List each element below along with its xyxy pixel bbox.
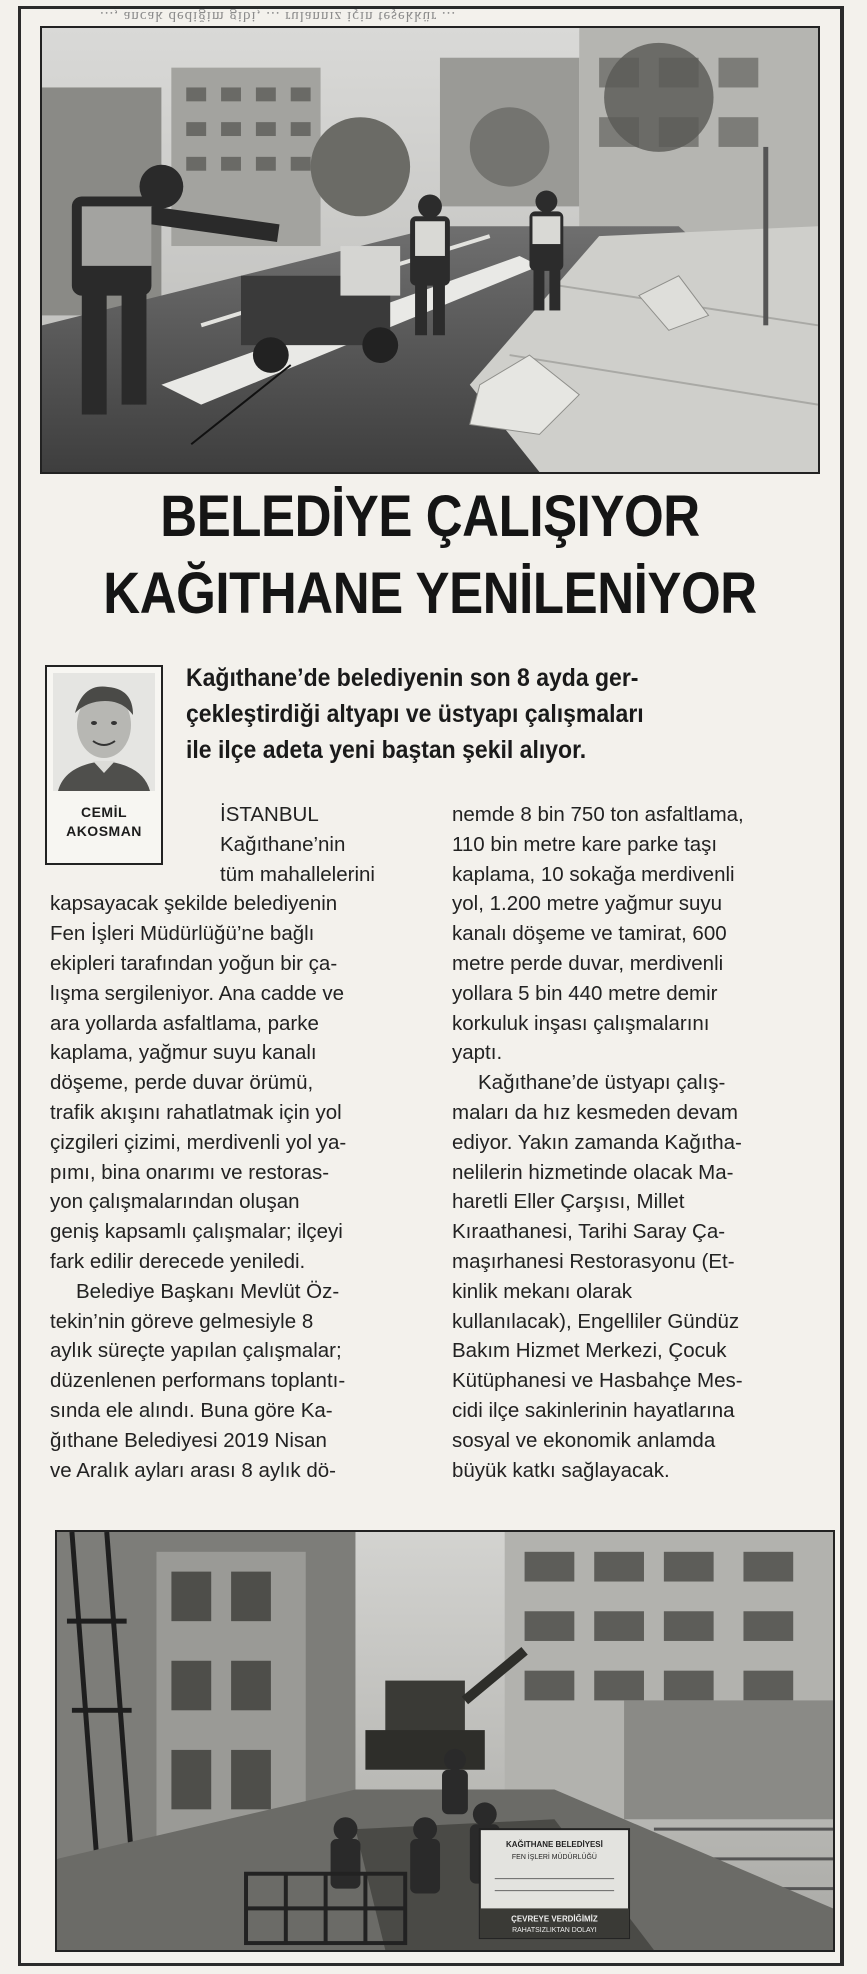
body-line: tüm mahallelerini — [220, 862, 375, 886]
body-line: trafik akışını rahatlatmak için yol — [50, 1100, 342, 1124]
body-line: nemde 8 bin 750 ton asfaltlama, — [452, 803, 744, 826]
body-line: sında ele alındı. Buna göre Ka- — [50, 1398, 333, 1422]
road-marking-workers-photo — [40, 26, 820, 474]
street-construction-photo — [55, 1530, 835, 1952]
author-first-name: CEMİL — [80, 804, 128, 820]
sign-line-2: FEN İŞLERİ MÜDÜRLÜĞÜ — [511, 1853, 597, 1861]
body-line: pımı, bina onarımı ve restoras- — [50, 1160, 330, 1184]
body-line: korkuluk inşası çalışmalarını — [452, 1011, 710, 1035]
body-line: tekin’nin göreve gelmesiyle 8 — [50, 1309, 314, 1333]
body-line: kaplama, 10 sokağa merdivenli — [452, 862, 735, 886]
author-last-name: AKOSMAN — [66, 823, 142, 839]
body-line: sosyal ve ekonomik anlamda — [452, 1428, 716, 1452]
body-line: lışma sergileniyor. Ana cadde ve — [50, 981, 344, 1005]
body-line: nelilerin hizmetinde olacak Ma- — [452, 1160, 734, 1184]
body-line: Fen İşleri Müdürlüğü’ne bağlı — [50, 922, 315, 946]
body-column-left — [50, 800, 430, 1485]
body-line: yon çalışmalarından oluşan — [50, 1190, 300, 1214]
bleed-through-text: ..., ancak dediğim gibi, ... rulannız için teşekkür ... — [100, 8, 457, 24]
body-line: cidi ilçe sakinlerinin hayatlarına — [452, 1398, 735, 1422]
body-line: yollara 5 bin 440 metre demir — [452, 981, 718, 1005]
body-line: geniş kapsamlı çalışmalar; ilçeyi — [50, 1220, 343, 1244]
body-line: Kütüphanesi ve Hasbahçe Mes- — [452, 1369, 743, 1393]
lead-line: Kağıthane’de belediyenin son 8 ayda ger- — [186, 664, 639, 692]
body-line: büyük katkı sağlayacak. — [452, 1458, 670, 1482]
body-line: düzenlenen performans toplantı- — [50, 1369, 346, 1393]
body-line: kapsayacak şekilde belediyenin — [50, 892, 338, 916]
body-line: yol, 1.200 metre yağmur suyu — [452, 892, 723, 916]
headline-line-2: KAĞITHANE YENİLENİYOR — [103, 561, 757, 626]
body-line: haretli Eller Çarşısı, Millet — [452, 1190, 685, 1214]
sign-line-4: RAHATSIZLIKTAN DOLAYI — [512, 1927, 597, 1935]
lead-paragraph — [186, 660, 830, 768]
body-line: ekipleri tarafından yoğun bir ça- — [50, 951, 338, 975]
lead-line: çekleştirdiği altyapı ve üstyapı çalışmaları — [186, 700, 644, 728]
body-line: Kıraathanesi, Tarihi Saray Ça- — [452, 1220, 726, 1244]
body-line: ve Aralık ayları arası 8 aylık dö- — [50, 1458, 336, 1482]
dateline: İSTANBUL — [220, 803, 319, 826]
body-line: Belediye Başkanı Mevlüt Öz- — [76, 1279, 340, 1303]
body-column-right — [452, 800, 832, 1485]
body-line: fark edilir derecede yeniledi. — [50, 1249, 306, 1273]
body-line: ğıthane Belediyesi 2019 Nisan — [50, 1428, 327, 1452]
body-line: 110 bin metre kare parke taşı — [452, 832, 718, 856]
body-line: kaplama, yağmur suyu kanalı — [50, 1041, 317, 1065]
author-portrait — [53, 673, 155, 791]
sign-line-3: ÇEVREYE VERDİĞİMİZ — [511, 1914, 598, 1924]
body-line: Kağıthane’de üstyapı çalış- — [478, 1071, 726, 1095]
sign-line-1: KAĞITHANE BELEDİYESİ — [506, 1840, 603, 1849]
body-line: maları da hız kesmeden devam — [452, 1100, 738, 1124]
headline-line-1: BELEDİYE ÇALIŞIYOR — [160, 484, 700, 549]
body-line: yaptı. — [452, 1041, 503, 1065]
body-line: aylık süreçte yapılan çalışmalar; — [50, 1339, 342, 1363]
lead-line: ile ilçe adeta yeni baştan şekil alıyor. — [186, 736, 587, 764]
body-line: kinlik mekanı olarak — [452, 1279, 633, 1303]
body-line: metre perde duvar, merdivenli — [452, 951, 724, 975]
body-line: kanalı döşeme ve tamirat, 600 — [452, 922, 727, 946]
body-line: döşeme, perde duvar örümü, — [50, 1071, 314, 1095]
body-line: çizgileri çizimi, merdivenli yol ya- — [50, 1130, 347, 1154]
body-line: Bakım Hizmet Merkezi, Çocuk — [452, 1339, 727, 1363]
body-line: Kağıthane’nin — [220, 832, 346, 856]
body-line: maşırhanesi Restorasyonu (Et- — [452, 1249, 735, 1273]
body-line: ediyor. Yakın zamanda Kağıtha- — [452, 1130, 742, 1154]
body-line: ara yollarda asfaltlama, parke — [50, 1011, 319, 1035]
body-line: kullanılacak), Engelliler Gündüz — [452, 1309, 740, 1333]
